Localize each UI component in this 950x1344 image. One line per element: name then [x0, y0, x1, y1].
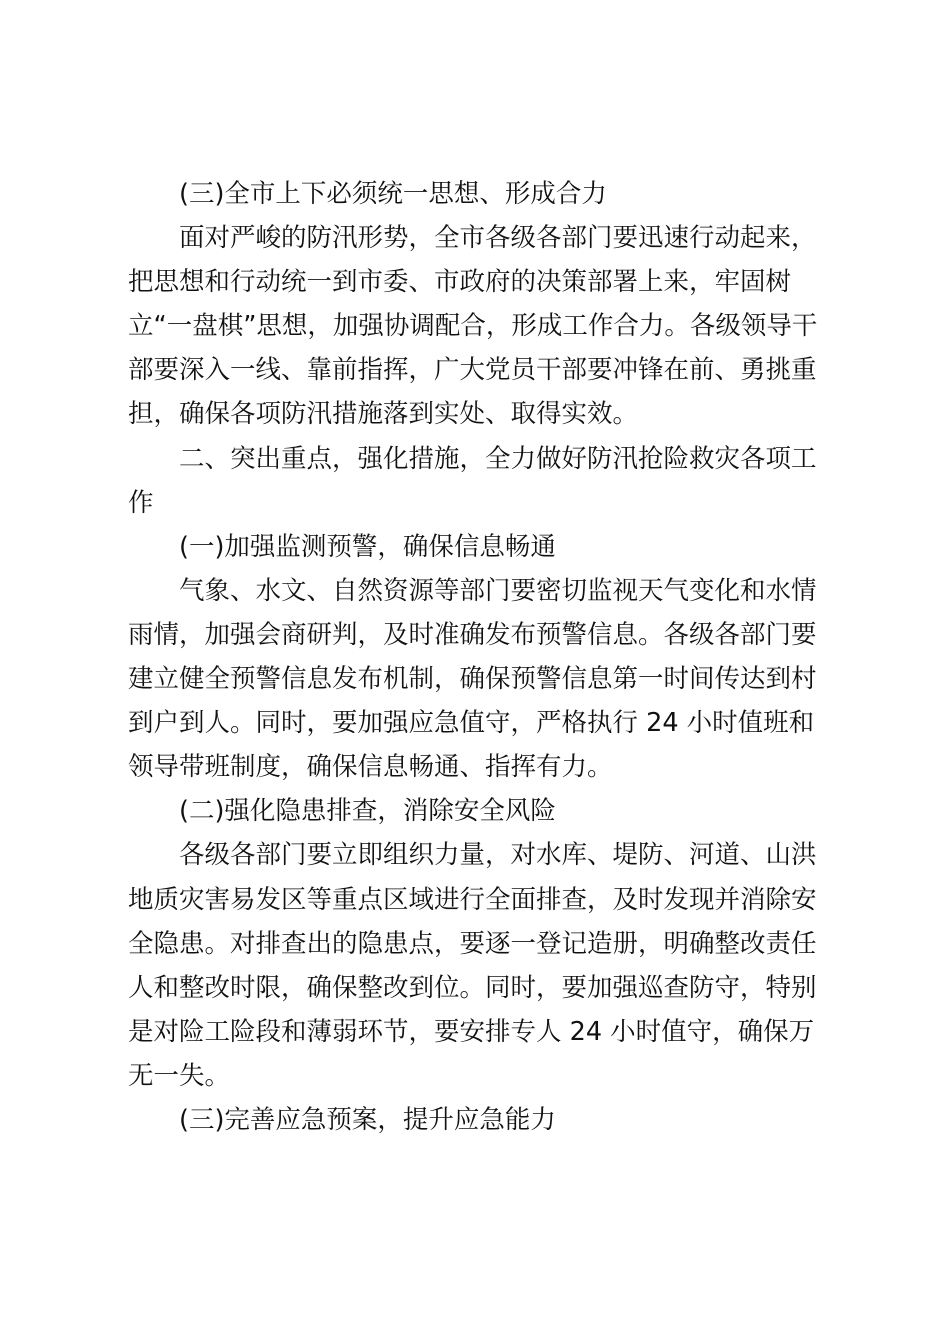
document-body	[128, 172, 822, 1142]
paragraph-line: 到户到人。同时，要加强应急值守，严格执行 24 小时值班和	[128, 708, 815, 739]
paragraph-line: 担，确保各项防汛措施落到实处、取得实效。	[128, 399, 639, 430]
paragraph-line: 部要深入一线、靠前指挥，广大党员干部要冲锋在前、勇挑重	[128, 355, 817, 386]
paragraph-line: 全隐患。对排查出的隐患点，要逐一登记造册，明确整改责任	[128, 928, 817, 959]
paragraph-line: 立“一盘棋”思想，加强协调配合，形成工作合力。各级领导干	[128, 311, 818, 342]
chapter-heading-continuation: 作	[128, 487, 154, 518]
section-heading: (三)全市上下必须统一思想、形成合力	[179, 179, 607, 209]
paragraph-line: 建立健全预警信息发布机制，确保预警信息第一时间传达到村	[128, 664, 817, 695]
section-heading: (二)强化隐患排查，消除安全风险	[179, 796, 556, 827]
paragraph-line: 无一失。	[128, 1060, 231, 1091]
chapter-heading: 二、突出重点，强化措施，全力做好防汛抢险救灾各项工	[179, 443, 817, 474]
paragraph-line: 领导带班制度，确保信息畅通、指挥有力。	[128, 752, 613, 783]
section-heading: (一)加强监测预警，确保信息畅通	[179, 531, 556, 562]
paragraph-line: 面对严峻的防汛形势，全市各级各部门要迅速行动起来，	[179, 223, 817, 254]
paragraph-line: 人和整改时限，确保整改到位。同时，要加强巡查防守，特别	[128, 972, 817, 1003]
paragraph-line: 是对险工险段和薄弱环节，要安排专人 24 小时值守，确保万	[128, 1016, 815, 1047]
paragraph-line: 雨情，加强会商研判，及时准确发布预警信息。各级各部门要	[128, 619, 817, 650]
section-heading: (三)完善应急预案，提升应急能力	[179, 1104, 556, 1135]
paragraph-line: 各级各部门要立即组织力量，对水库、堤防、河道、山洪	[179, 840, 817, 871]
paragraph-line: 把思想和行动统一到市委、市政府的决策部署上来，牢固树	[128, 267, 792, 298]
paragraph-line: 地质灾害易发区等重点区域进行全面排查，及时发现并消除安	[128, 884, 817, 915]
paragraph-line: 气象、水文、自然资源等部门要密切监视天气变化和水情	[179, 575, 817, 606]
